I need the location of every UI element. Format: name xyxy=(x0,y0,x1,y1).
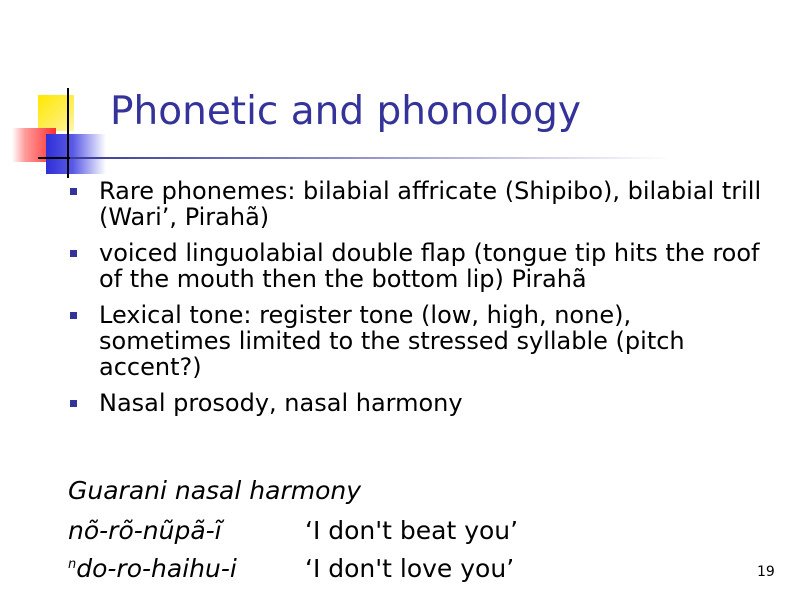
example-row xyxy=(68,554,515,592)
bullet-item xyxy=(70,178,770,230)
example-heading: Guarani nasal harmony xyxy=(68,476,362,505)
bullet-item xyxy=(70,302,770,380)
example-form xyxy=(68,516,222,545)
bullet-square-icon xyxy=(70,250,77,257)
bullet-list xyxy=(70,178,770,426)
example-form-text: nõ-rõ-nũpã-ĩ xyxy=(68,516,222,545)
example-form-text: do-ro-haihu-i xyxy=(76,554,237,583)
example-block xyxy=(68,476,519,592)
example-row xyxy=(68,516,519,554)
page-number: 19 xyxy=(757,564,775,580)
bullet-square-icon xyxy=(70,188,77,195)
bullet-item xyxy=(70,240,770,292)
bullet-text: Rare phonemes: bilabial affricate (Shipibo), bilabial trill (Wari’, Pirahã) xyxy=(99,177,762,231)
example-gloss: ‘I don't beat you’ xyxy=(305,516,519,545)
slide-title: Phonetic and phonology xyxy=(110,89,581,134)
slide-logo-decoration xyxy=(0,0,110,180)
logo-vertical-line xyxy=(67,88,69,178)
bullet-text: Lexical tone: register tone (low, high, none), sometimes limited to the stressed syllable (pitch accent?) xyxy=(99,301,685,381)
bullet-text: Nasal prosody, nasal harmony xyxy=(99,389,463,417)
logo-blue-square xyxy=(46,134,106,174)
bullet-text: voiced linguolabial double flap (tongue tip hits the roof of the mouth then the bottom lip) Pirahã xyxy=(99,239,760,293)
bullet-square-icon xyxy=(70,312,77,319)
example-form-prefix: n xyxy=(68,557,77,572)
example-form xyxy=(68,554,237,583)
bullet-item xyxy=(70,390,770,416)
title-underline xyxy=(70,157,670,159)
example-gloss: ‘I don't love you’ xyxy=(305,554,515,583)
bullet-square-icon xyxy=(70,400,77,407)
